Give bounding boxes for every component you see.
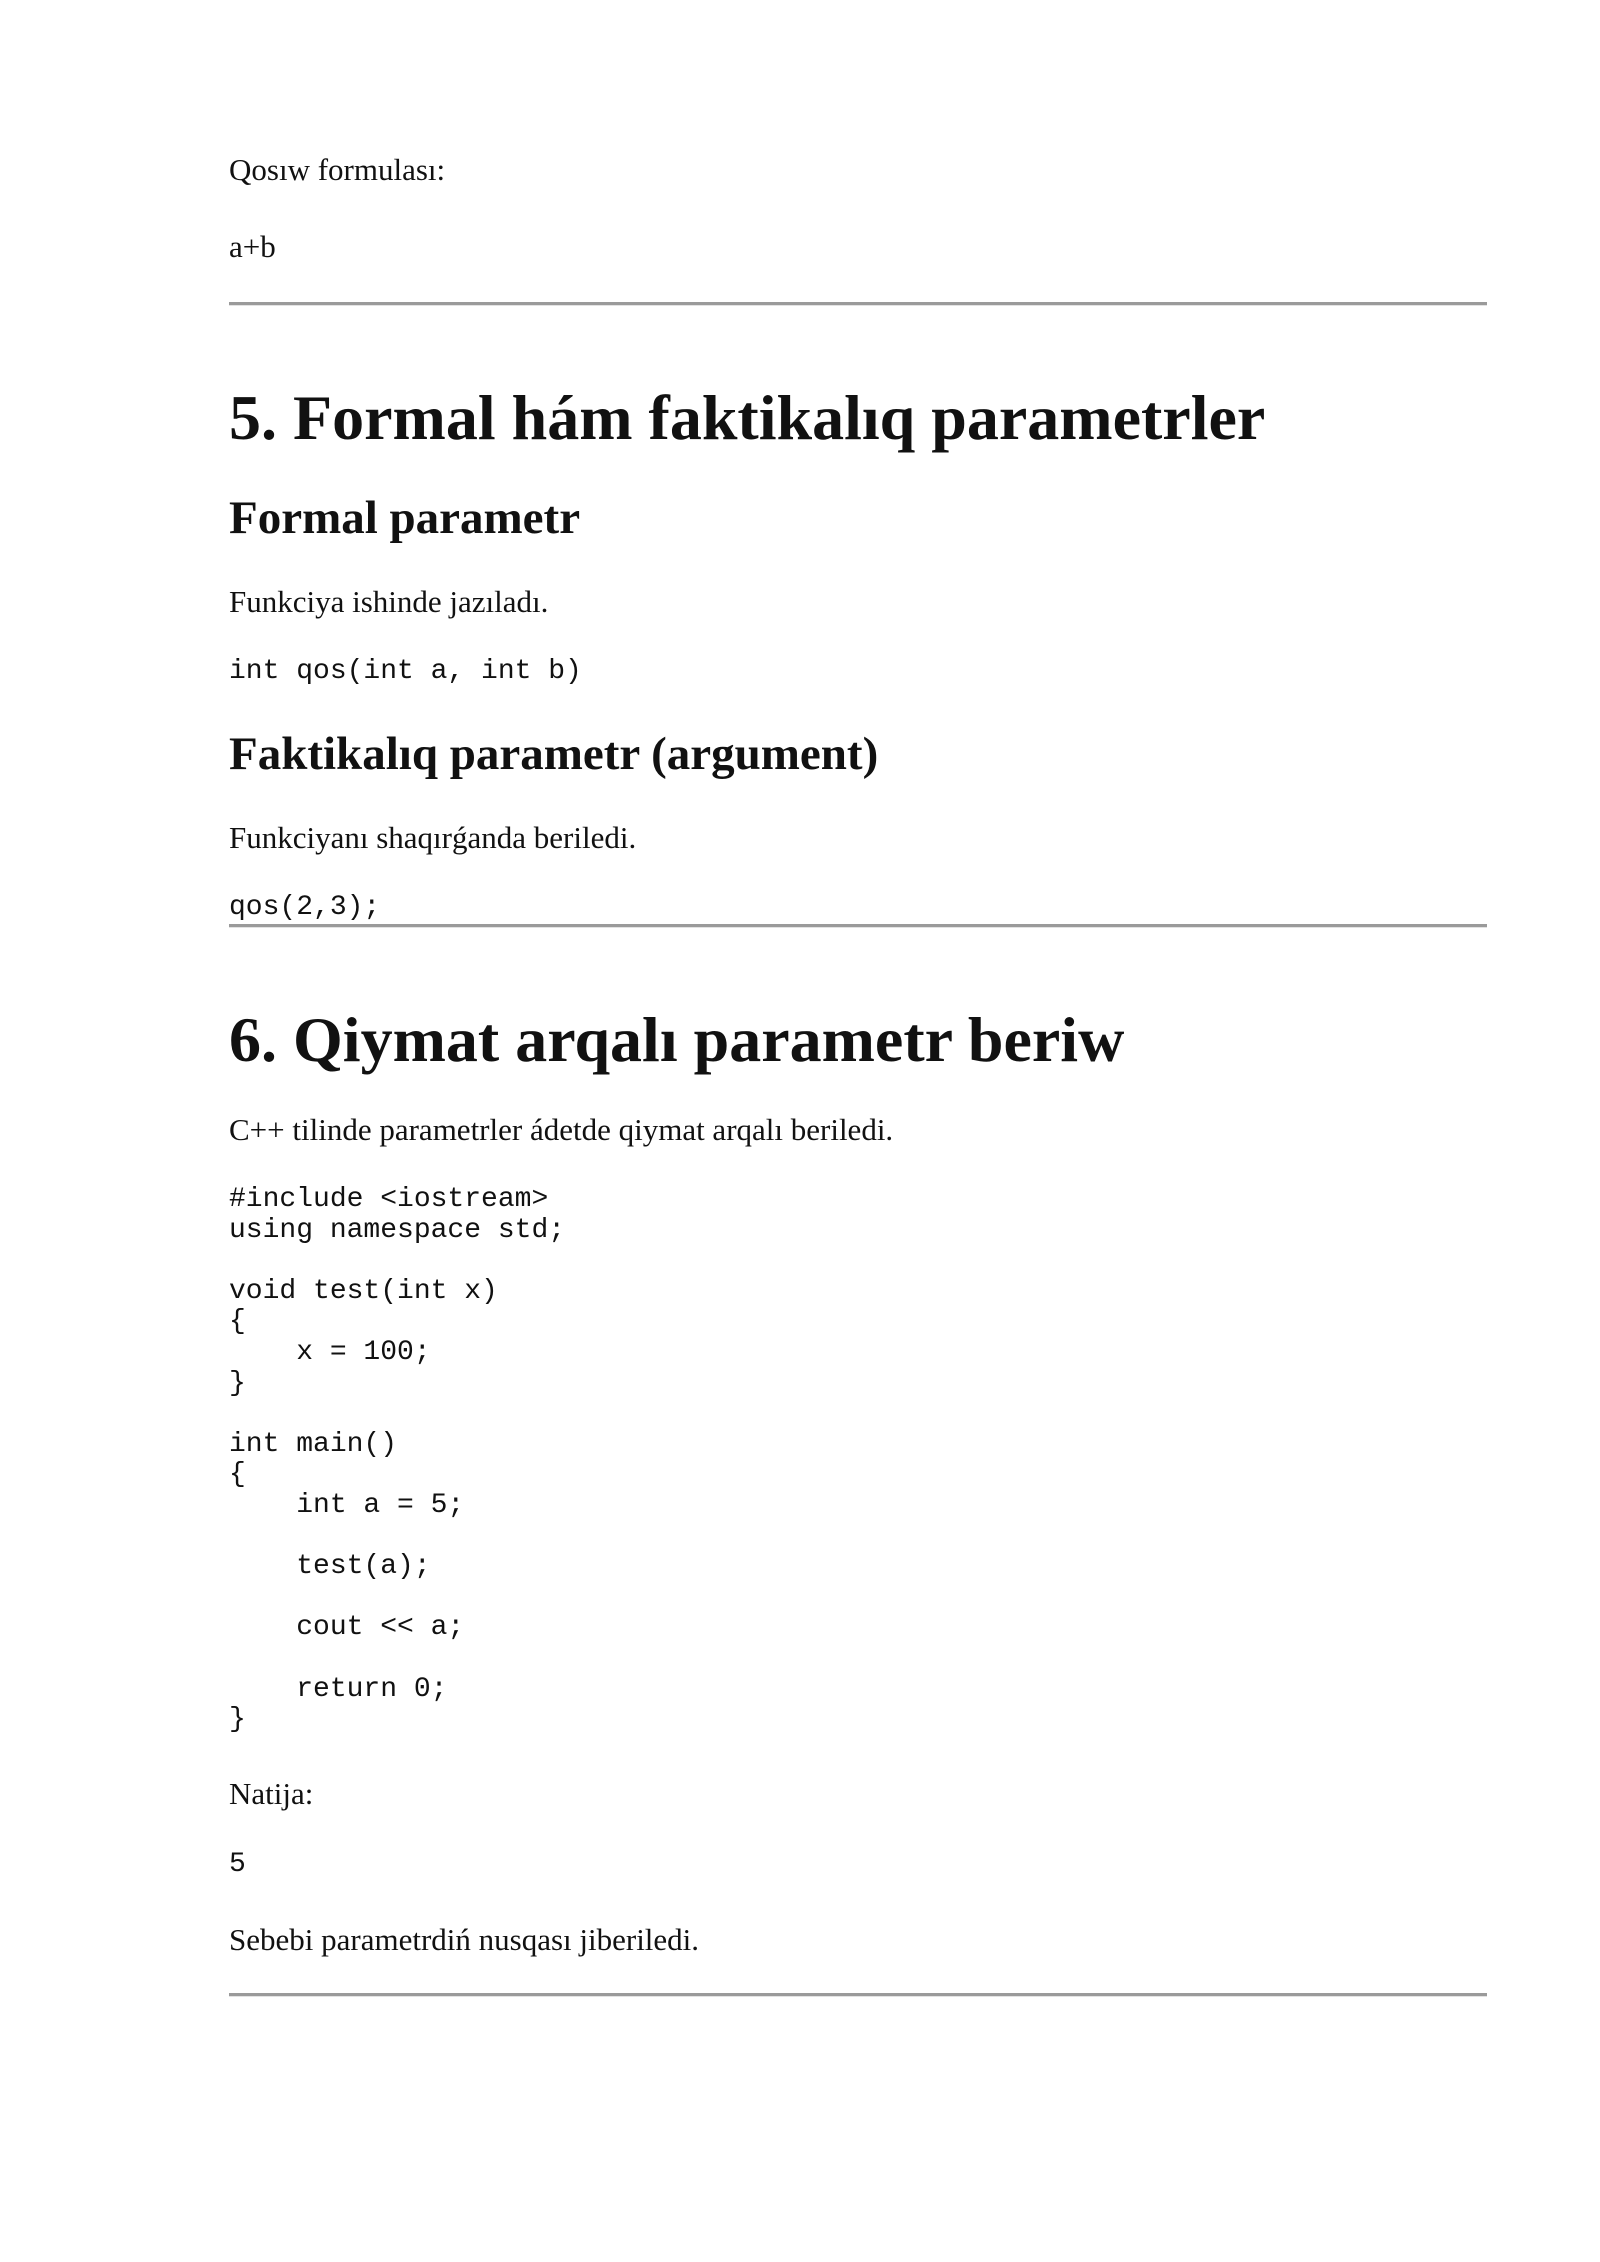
section-divider — [229, 924, 1487, 928]
section-5-title: 5. Formal hám faktikalıq parametrler — [229, 382, 1266, 453]
actual-parameter-code: qos(2,3); — [229, 892, 381, 923]
formal-parameter-heading: Formal parametr — [229, 492, 581, 544]
section-divider — [229, 302, 1487, 306]
formal-parameter-code: int qos(int a, int b) — [229, 656, 582, 687]
value-parameter-code-block: #include <iostream> using namespace std; void test(int x) { x = 100; } int main() { int a = 5; test(a); cout << a; return 0; } — [229, 1184, 566, 1736]
section-divider — [229, 1993, 1487, 1997]
formal-parameter-text: Funkciya ishinde jazıladı. — [229, 584, 549, 619]
section-6-intro-text: C++ tilinde parametrler ádetde qiymat arqalı beriledi. — [229, 1112, 894, 1147]
section-6-title: 6. Qiymat arqalı parametr beriw — [229, 1004, 1125, 1075]
result-output: 5 — [229, 1849, 246, 1880]
result-label: Natija: — [229, 1776, 314, 1811]
formula-label: Qosıw formulası: — [229, 152, 446, 187]
formula-text: a+b — [229, 229, 276, 264]
explanation-text: Sebebi parametrdiń nusqası jiberiledi. — [229, 1922, 700, 1957]
actual-parameter-heading: Faktikalıq parametr (argument) — [229, 728, 879, 780]
actual-parameter-text: Funkciyanı shaqırǵanda beriledi. — [229, 820, 637, 855]
